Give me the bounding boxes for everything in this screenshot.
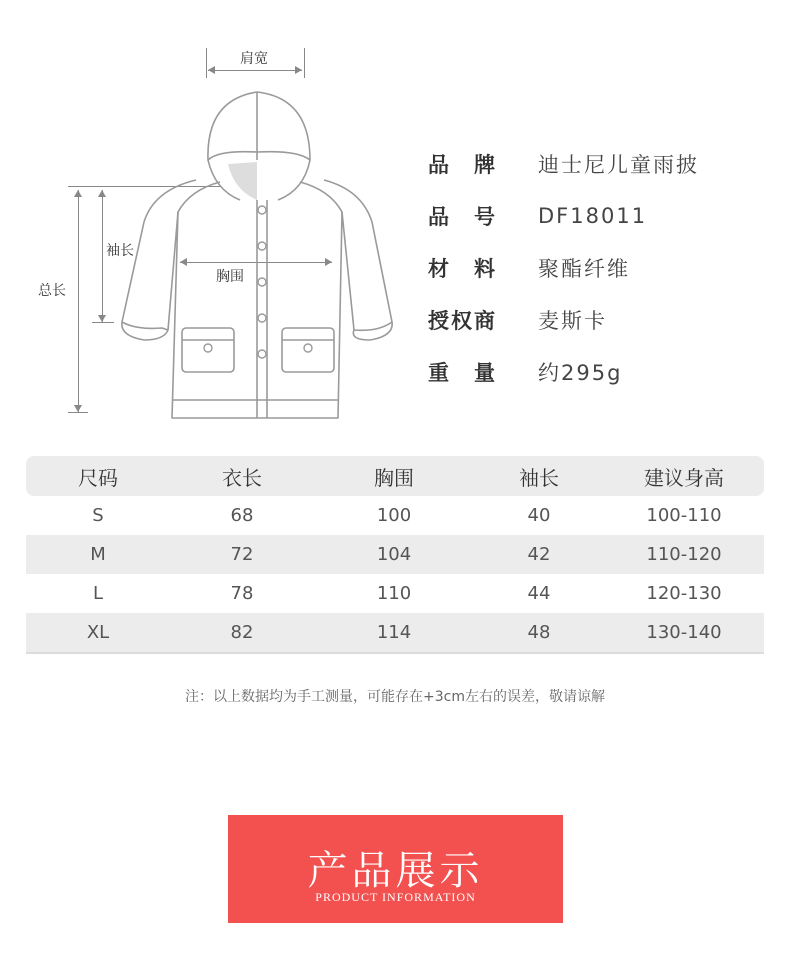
info-row (428, 190, 699, 242)
table-cell: 78 (230, 583, 254, 604)
table-cell: L (92, 583, 104, 604)
table-row (26, 613, 764, 653)
product-info (428, 138, 699, 398)
table-cell: 110-120 (604, 535, 764, 574)
info-key: 重 量 (428, 361, 497, 385)
table-cell: 42 (474, 535, 604, 574)
product-display-banner (228, 815, 563, 923)
table-cell: 120-130 (646, 583, 722, 604)
table-header-row (26, 456, 764, 496)
sleeve-length-label: 袖长 (106, 243, 134, 259)
column-header: 袖长 (474, 456, 604, 496)
table-cell: 110 (376, 583, 412, 604)
raincoat-diagram (20, 40, 420, 430)
column-header: 胸围 (314, 456, 474, 496)
info-row (428, 242, 699, 294)
table-row (26, 496, 764, 535)
table-cell: 130-140 (604, 613, 764, 653)
table-row (26, 574, 764, 613)
column-header: 尺码 (26, 456, 170, 496)
raincoat-outline (20, 40, 420, 430)
size-table (26, 456, 764, 654)
table-cell: 68 (230, 505, 254, 526)
info-key: 材 料 (428, 257, 497, 281)
table-row (26, 535, 764, 574)
table-cell: 100 (376, 505, 412, 526)
table-cell: XL (26, 613, 170, 653)
info-value: 迪士尼儿童雨披 (538, 153, 699, 177)
table-cell: S (92, 505, 104, 526)
banner-subtitle: PRODUCT INFORMATION (315, 890, 476, 904)
banner-title: 产品展示 (307, 848, 484, 894)
shoulder-width-label: 肩宽 (240, 51, 268, 67)
info-key: 授权商 (428, 309, 497, 333)
table-cell: 48 (474, 613, 604, 653)
column-header: 衣长 (170, 456, 314, 496)
info-value: 约295g (538, 361, 623, 385)
table-cell: 100-110 (646, 505, 722, 526)
chest-label: 胸围 (216, 269, 244, 285)
info-value: 聚酯纤维 (538, 257, 630, 281)
info-key: 品 牌 (428, 153, 497, 177)
info-row (428, 138, 699, 190)
info-value: 麦斯卡 (538, 309, 607, 333)
table-cell: 104 (314, 535, 474, 574)
total-length-label: 总长 (38, 283, 66, 299)
measurement-note: 注：以上数据均为手工测量，可能存在+3cm左右的误差，敬请谅解 (185, 689, 605, 705)
table-cell: 82 (170, 613, 314, 653)
info-row (428, 294, 699, 346)
table-cell: 40 (527, 505, 551, 526)
info-key: 品 号 (428, 205, 497, 229)
table-cell: 114 (314, 613, 474, 653)
table-cell: 72 (170, 535, 314, 574)
table-cell: 44 (527, 583, 551, 604)
info-value: DF18011 (538, 204, 648, 228)
info-row (428, 346, 699, 398)
column-header: 建议身高 (604, 456, 764, 496)
table-cell: M (26, 535, 170, 574)
